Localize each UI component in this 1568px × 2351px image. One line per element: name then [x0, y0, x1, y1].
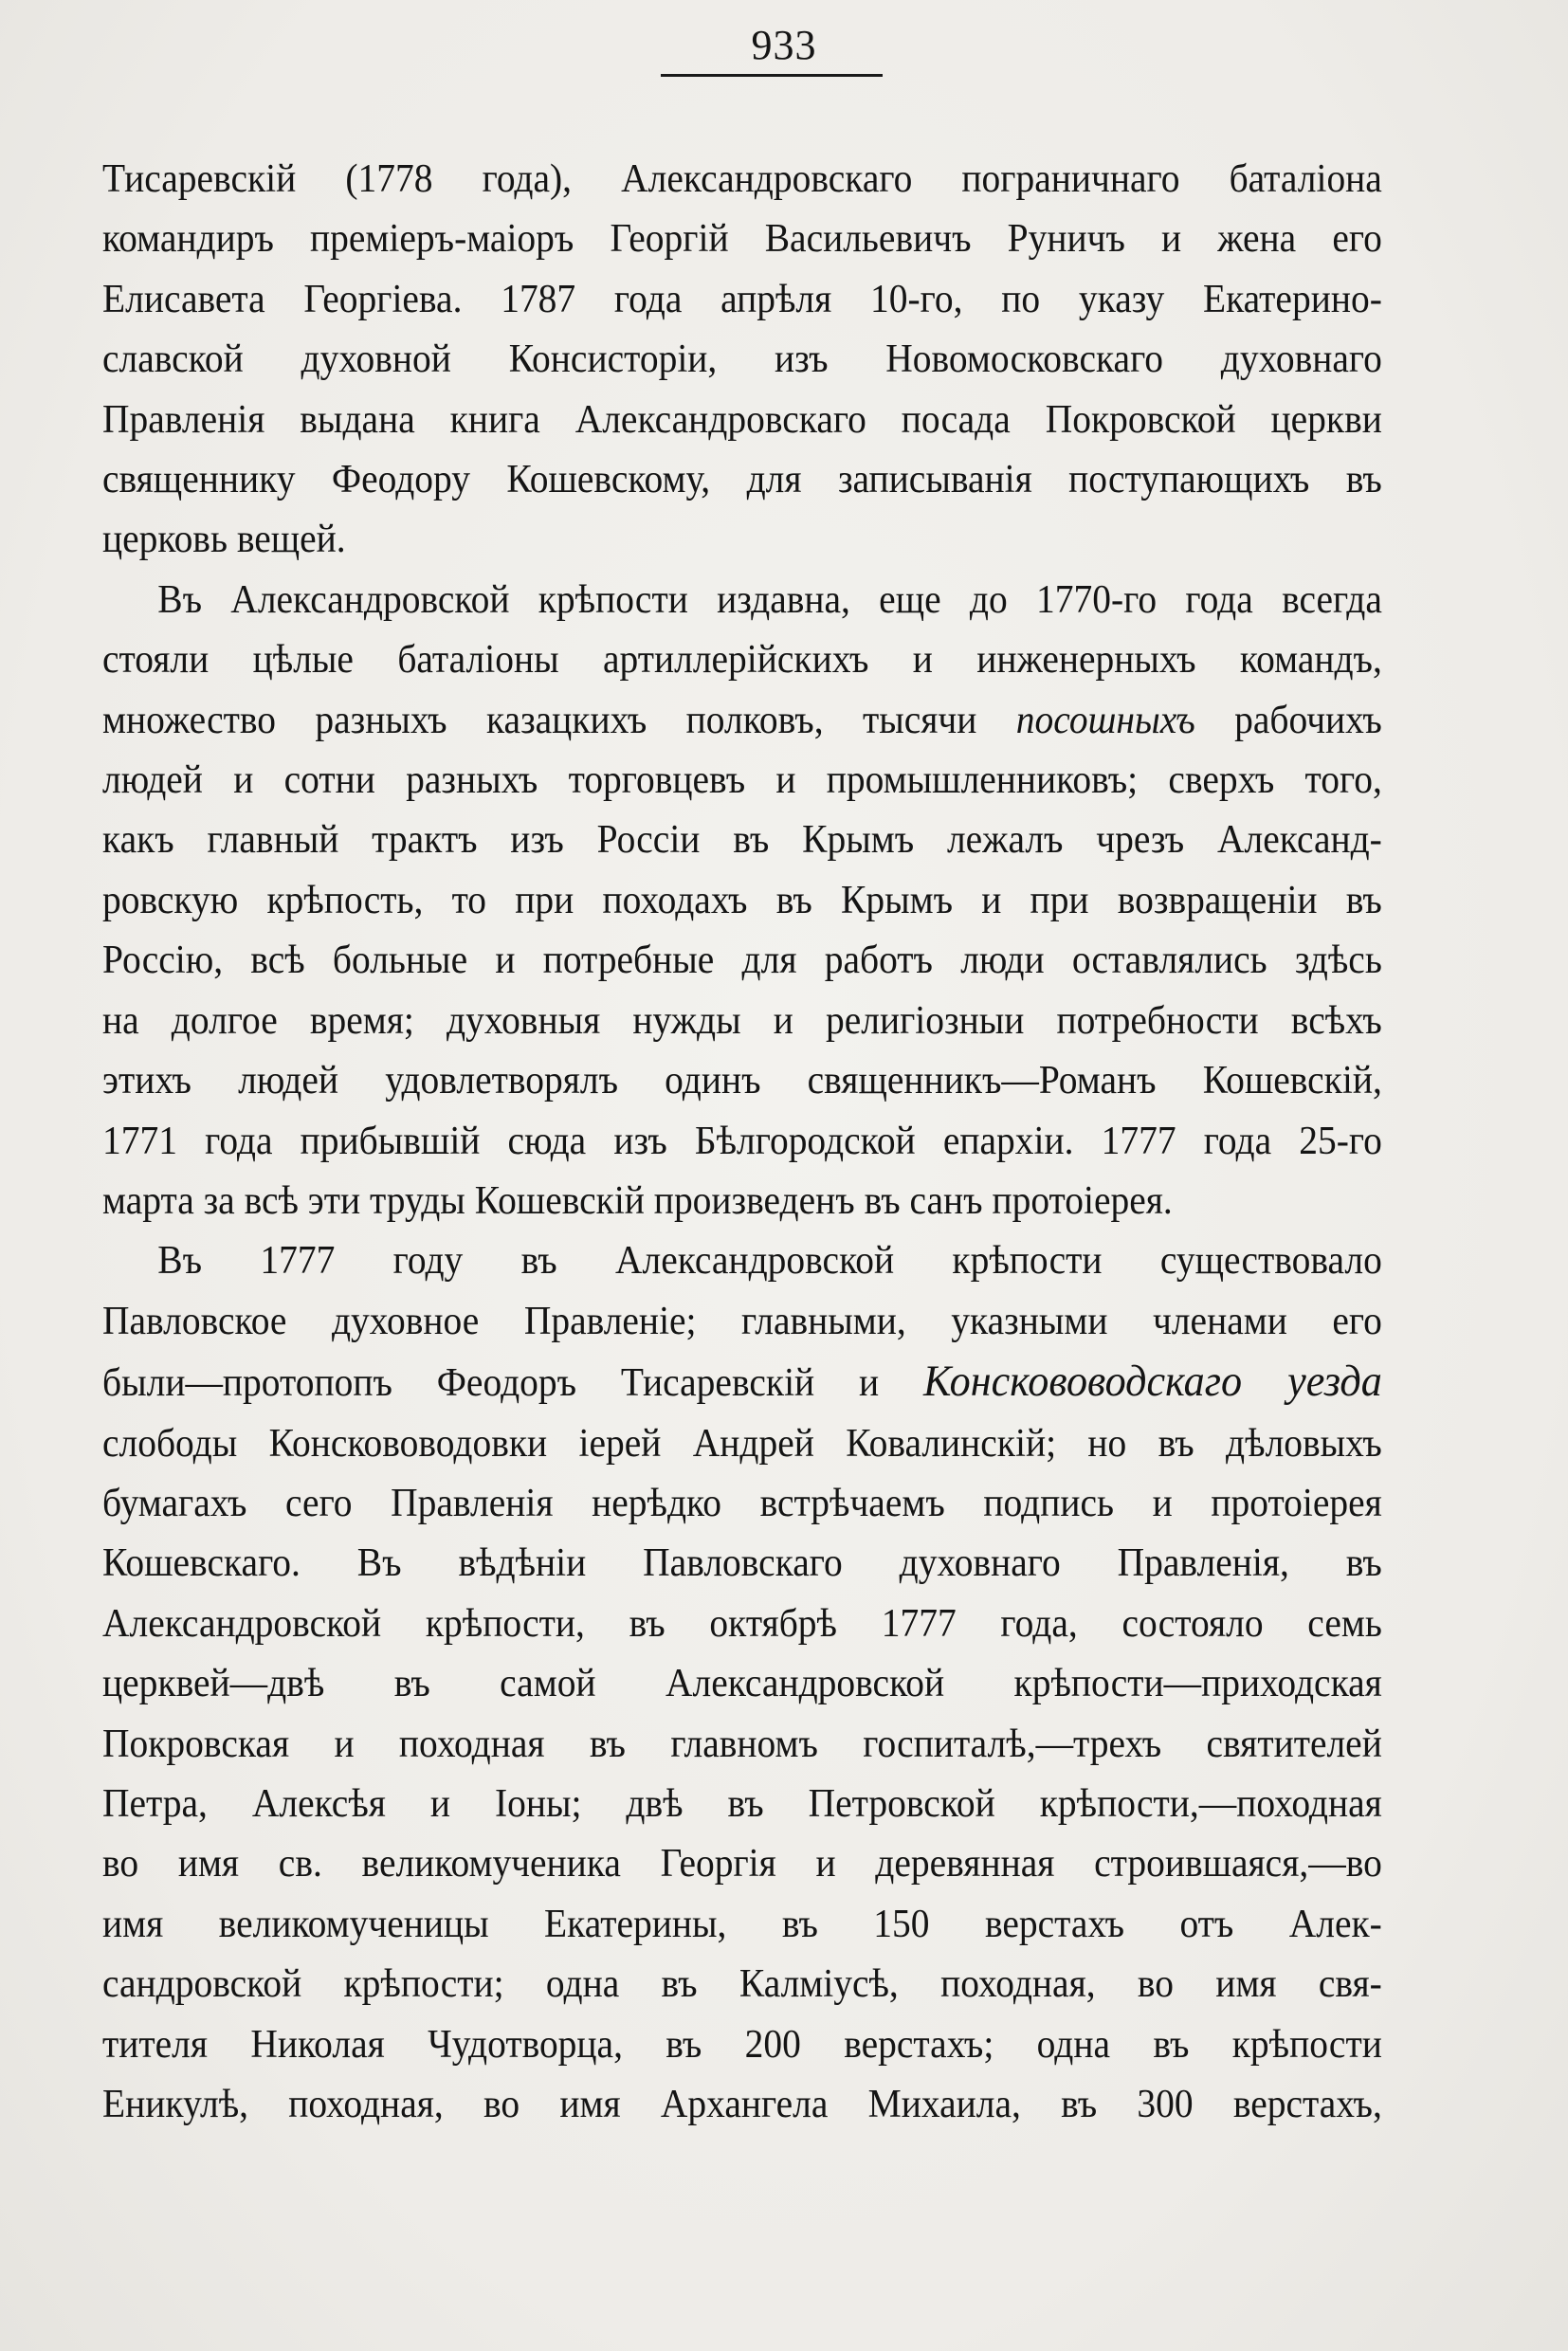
text-line-with-emphasis: [102, 1352, 1382, 1413]
text-line: имя великомученицы Екатерины, въ 150 верстахъ отъ Алек-: [102, 1902, 1382, 1946]
text-line: сандровской крѣпости; одна въ Калміусѣ, походная, во имя свя-: [102, 1962, 1382, 2007]
text-line: славской духовной Консисторіи, изъ Новомосковскаго духовнаго: [102, 337, 1382, 382]
text-line: Александровской крѣпости, въ октябрѣ 1777 года, состояло семь: [102, 1601, 1382, 1646]
text-body: [102, 150, 1382, 2135]
text-line: Въ Александровской крѣпости издавна, еще до 1770-го года всегда: [157, 577, 1382, 622]
text-line: этихъ людей удовлетворялъ одинъ священникъ—Романъ Кошевскій,: [102, 1059, 1382, 1103]
line-text: были—протопопъ Феодоръ Тисаревскій и: [102, 1361, 880, 1406]
page-number: 933: [751, 22, 817, 68]
text-line: во имя св. великомученика Георгія и деревянная строившаяся,—во: [102, 1842, 1382, 1886]
text-line-with-emphasis: [102, 691, 1382, 751]
text-line: командиръ преміеръ-маіоръ Георгій Васильевичъ Руничъ и жена его: [102, 217, 1382, 262]
emphasized-word: посошныхъ: [1015, 698, 1195, 742]
text-line: Правленія выдана книга Александровскаго посада Покровской церкви: [102, 397, 1382, 442]
text-line: Елисавета Георгіева. 1787 года апрѣля 10-го, по указу Екатерино-: [102, 277, 1382, 321]
text-line: какъ главный трактъ изъ Россіи въ Крымъ лежалъ чрезъ Александ-: [102, 818, 1382, 863]
text-line: Покровская и походная въ главномъ госпиталѣ,—трехъ святителей: [102, 1722, 1382, 1766]
text-line: 1771 года прибывшій сюда изъ Бѣлгородской епархіи. 1777 года 25-го: [102, 1119, 1382, 1163]
text-line: стояли цѣлые баталіоны артиллерійскихъ и инженерныхъ командъ,: [102, 638, 1382, 683]
emphasized-phrase: Конскововодскаго уезда: [923, 1357, 1382, 1407]
header-rule: [661, 74, 883, 77]
text-line: Еникулѣ, походная, во имя Архангела Михаила, въ 300 верстахъ,: [102, 2083, 1382, 2126]
text-line: бумагахъ сего Правленія нерѣдко встрѣчаемъ подпись и протоіерея: [102, 1481, 1382, 1525]
text-line: Павловское духовное Правленіе; главными, указными членами его: [102, 1299, 1382, 1343]
text-line: церковь вещей.: [102, 518, 346, 562]
text-line: на долгое время; духовныя нужды и религіозныи потребности всѣхъ: [102, 998, 1382, 1043]
paragraph-2: [102, 571, 1382, 1231]
text-line: Тисаревскій (1778 года), Александровскаго пограничнаго баталіона: [102, 157, 1382, 201]
text-line: Кошевскаго. Въ вѣдѣніи Павловскаго духовнаго Правленія, въ: [102, 1541, 1382, 1586]
text-line: Петра, Алексѣя и Іоны; двѣ въ Петровской крѣпости,—походная: [102, 1781, 1382, 1826]
text-line: людей и сотни разныхъ торговцевъ и промышленниковъ; сверхъ того,: [102, 758, 1382, 803]
line-text: множество разныхъ казацкихъ полковъ, тысячи: [102, 698, 977, 742]
paragraph-3: [102, 1231, 1382, 2135]
text-line: Въ 1777 году въ Александровской крѣпости существовало: [157, 1239, 1382, 1284]
text-line: священнику Феодору Кошевскому, для записыванія поступающихъ въ: [102, 458, 1382, 502]
line-text: рабочихъ: [1234, 698, 1382, 742]
text-line: марта за всѣ эти труды Кошевскій произведенъ въ санъ протоіерея.: [102, 1178, 1173, 1223]
text-line: Россію, всѣ больные и потребные для работъ люди оставлялись здѣсь: [102, 939, 1382, 983]
text-line: ровскую крѣпость, то при походахъ въ Крымъ и при возвращеніи въ: [102, 878, 1382, 922]
text-line: церквей—двѣ въ самой Александровской крѣпости—приходская: [102, 1662, 1382, 1706]
text-line: тителя Николая Чудотворца, въ 200 верстахъ; одна въ крѣпости: [102, 2022, 1382, 2067]
text-line: слободы Конскововодовки іерей Андрей Ковалинскій; но въ дѣловыхъ: [102, 1421, 1382, 1466]
paragraph-1: [102, 150, 1382, 571]
